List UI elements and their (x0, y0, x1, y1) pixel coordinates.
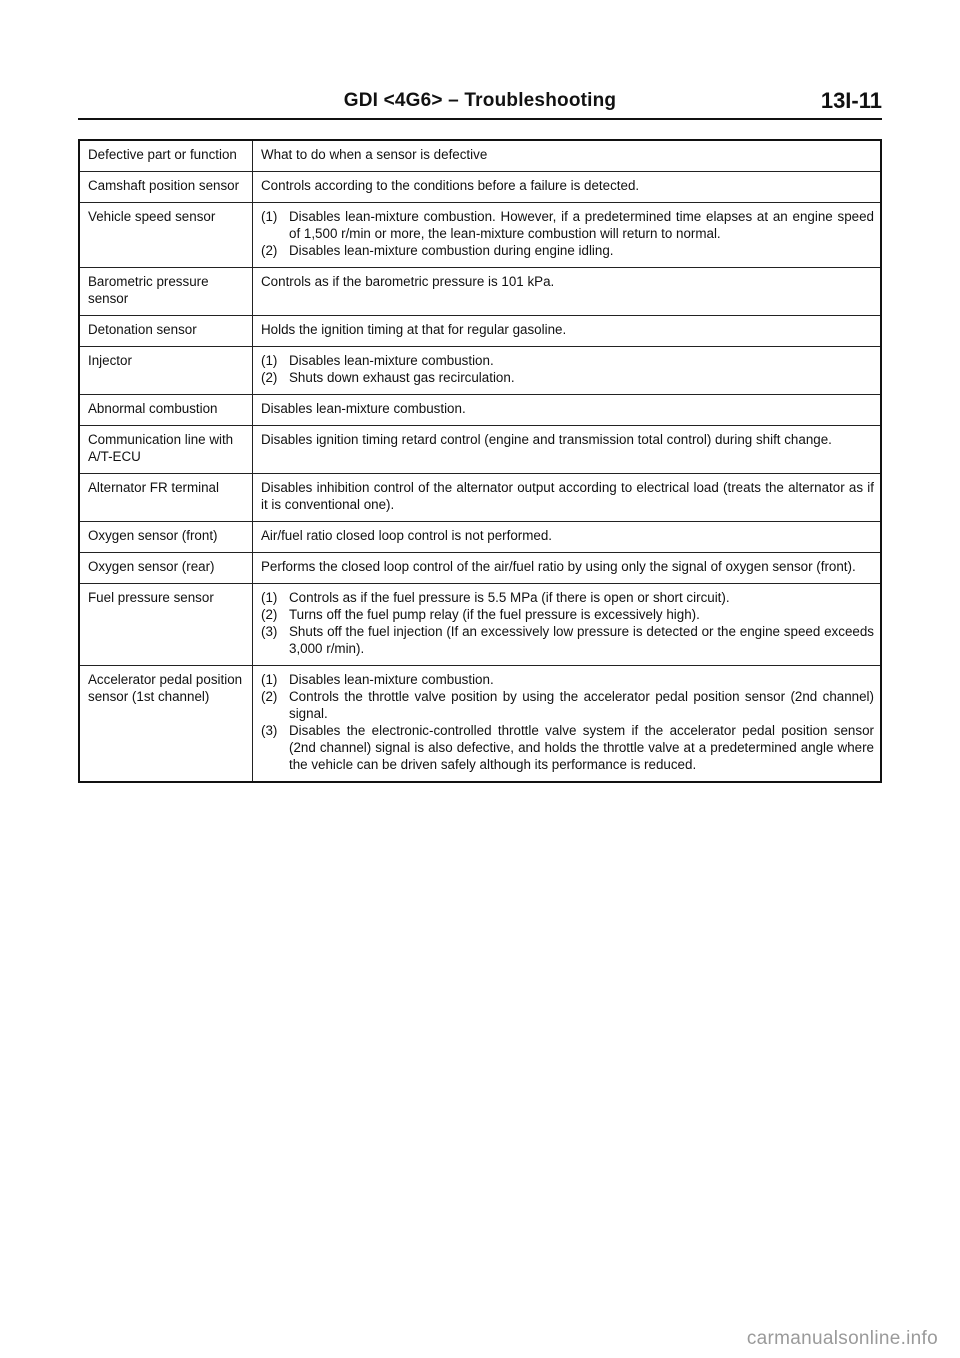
action-cell (253, 316, 882, 347)
action-list-item (261, 589, 874, 606)
table-row (79, 584, 881, 666)
action-text: Disables lean-mixture combustion. (289, 353, 494, 368)
action-list-item (261, 623, 874, 657)
action-cell (253, 426, 882, 474)
action-text: Controls the throttle valve position by using the accelerator pedal position sensor (2nd channel) signal. (289, 689, 874, 721)
table-row (79, 347, 881, 395)
table-row (79, 316, 881, 347)
action-cell (253, 584, 882, 666)
column-header-part: Defective part or function (79, 140, 253, 172)
defective-part-cell: Camshaft position sensor (79, 172, 253, 203)
action-number: (3) (261, 723, 278, 738)
table-row (79, 522, 881, 553)
action-text: Shuts down exhaust gas recirculation. (289, 370, 515, 385)
action-cell (253, 395, 882, 426)
action-text: Disables the electronic-controlled throttle valve system if the accelerator pedal position sensor (2nd channel) signal is also defective, and holds the throttle valve at a predetermined angle where the vehicle can be driven safely although its performance is reduced. (289, 723, 874, 772)
footer-watermark: carmanualsonline.info (746, 1328, 938, 1349)
column-header-action: What to do when a sensor is defective (253, 140, 882, 172)
page-title: GDI <4G6> – Troubleshooting (343, 90, 617, 111)
action-list (261, 352, 874, 386)
page-number: 13I-11 (820, 88, 882, 113)
table-row (79, 474, 881, 522)
action-cell (253, 666, 882, 783)
defective-part-cell: Abnormal combustion (79, 395, 253, 426)
defective-part-cell: Vehicle speed sensor (79, 203, 253, 268)
action-number: (3) (261, 624, 278, 639)
action-list-item (261, 688, 874, 722)
action-list (261, 589, 874, 657)
defective-part-cell: Alternator FR terminal (79, 474, 253, 522)
action-cell (253, 347, 882, 395)
action-text: Disables lean-mixture combustion. (261, 401, 466, 416)
page-header (78, 88, 882, 120)
action-text: Air/fuel ratio closed loop control is not performed. (261, 528, 553, 543)
action-cell (253, 268, 882, 316)
action-list (261, 671, 874, 773)
action-text: Shuts off the fuel injection (If an excessively low pressure is detected or the engine speed exceeds 3,000 r/min). (289, 624, 874, 656)
failsafe-table (78, 139, 882, 783)
action-text: Holds the ignition timing at that for regular gasoline. (261, 322, 567, 337)
action-number: (2) (261, 370, 278, 385)
action-cell (253, 553, 882, 584)
defective-part-cell: Communication line with A/T-ECU (79, 426, 253, 474)
action-cell (253, 474, 882, 522)
action-number: (1) (261, 209, 278, 224)
defective-part-cell: Fuel pressure sensor (79, 584, 253, 666)
action-text: Disables ignition timing retard control (engine and transmission total control) during shift change. (261, 432, 832, 447)
defective-part-cell: Oxygen sensor (front) (79, 522, 253, 553)
action-cell (253, 522, 882, 553)
action-number: (1) (261, 590, 278, 605)
action-list-item (261, 722, 874, 773)
table-row (79, 553, 881, 584)
action-text: Disables lean-mixture combustion. (289, 672, 494, 687)
table-row (79, 203, 881, 268)
table-row (79, 268, 881, 316)
defective-part-cell: Barometric pressure sensor (79, 268, 253, 316)
action-list-item (261, 671, 874, 688)
action-list-item (261, 208, 874, 242)
table-row (79, 172, 881, 203)
action-number: (1) (261, 672, 278, 687)
action-text: Controls as if the barometric pressure is 101 kPa. (261, 274, 555, 289)
action-text: Disables inhibition control of the alternator output according to electrical load (treats the alternator as if it is conventional one). (261, 480, 874, 512)
table-body (79, 140, 881, 782)
action-cell (253, 203, 882, 268)
action-number: (2) (261, 689, 278, 704)
action-text: Disables lean-mixture combustion during engine idling. (289, 243, 614, 258)
action-text: Turns off the fuel pump relay (if the fuel pressure is excessively high). (289, 607, 700, 622)
action-text: Disables lean-mixture combustion. However, if a predetermined time elapses at an engine speed of 1,500 r/min or more, the lean-mixture combustion will return to normal. (289, 209, 874, 241)
action-list-item (261, 606, 874, 623)
defective-part-cell: Detonation sensor (79, 316, 253, 347)
table-header-row (79, 140, 881, 172)
action-number: (1) (261, 353, 278, 368)
action-list-item (261, 369, 874, 386)
action-cell (253, 172, 882, 203)
action-list-item (261, 242, 874, 259)
table-row (79, 395, 881, 426)
defective-part-cell: Oxygen sensor (rear) (79, 553, 253, 584)
action-list (261, 208, 874, 259)
action-number: (2) (261, 607, 278, 622)
defective-part-cell: Accelerator pedal position sensor (1st channel) (79, 666, 253, 783)
action-list-item (261, 352, 874, 369)
action-number: (2) (261, 243, 278, 258)
action-text: Controls as if the fuel pressure is 5.5 MPa (if there is open or short circuit). (289, 590, 730, 605)
defective-part-cell: Injector (79, 347, 253, 395)
action-text: Controls according to the conditions before a failure is detected. (261, 178, 640, 193)
table-row (79, 666, 881, 783)
table-row (79, 426, 881, 474)
action-text: Performs the closed loop control of the air/fuel ratio by using only the signal of oxygen sensor (front). (261, 559, 856, 574)
